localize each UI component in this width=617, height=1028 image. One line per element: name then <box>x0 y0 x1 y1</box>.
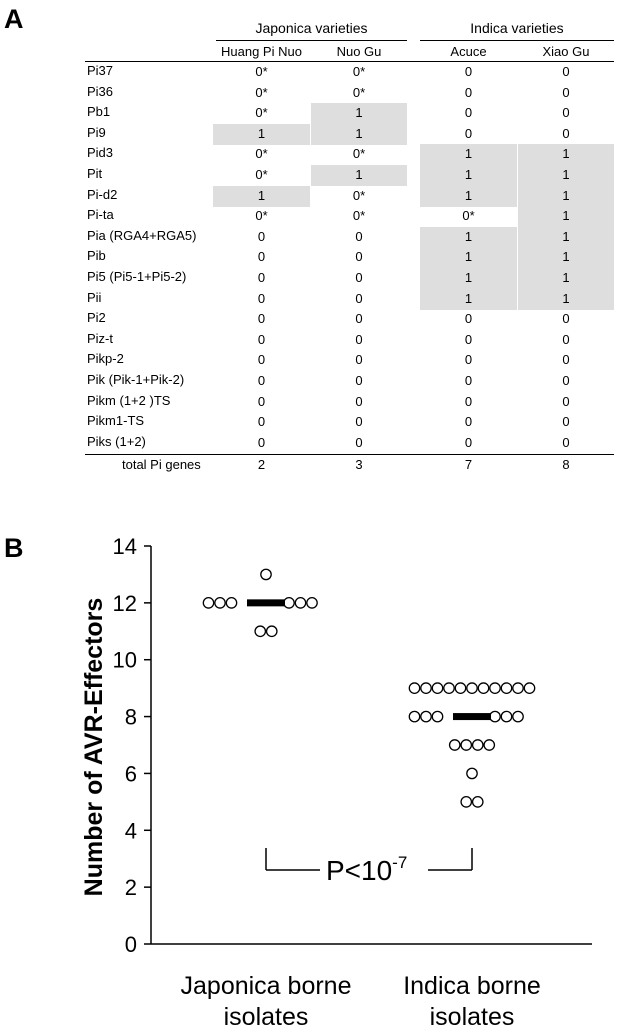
data-point <box>421 683 431 693</box>
data-point <box>409 711 419 721</box>
y-tick-label: 14 <box>112 534 137 559</box>
table-cell: 0 <box>257 434 266 450</box>
table-cell: 0 <box>464 414 473 430</box>
total-value: 2 <box>257 457 266 473</box>
table-cell: 0 <box>464 434 473 450</box>
table-cell: 0 <box>355 393 363 409</box>
table-cell: 0 <box>355 249 363 265</box>
median-bar <box>453 713 491 720</box>
data-point <box>284 598 294 608</box>
group-underline <box>216 40 407 41</box>
gene-label: Pi9 <box>87 124 106 140</box>
table-cell: 0 <box>562 331 570 347</box>
data-point <box>467 768 477 778</box>
table-cell: 0 <box>562 373 570 388</box>
table-cell: 0 <box>257 311 266 327</box>
total-label: total Pi genes <box>122 457 201 473</box>
table-cell: 0* <box>352 146 366 162</box>
table-cell: 0 <box>562 64 570 79</box>
data-point <box>490 711 500 721</box>
gene-label: Pb1 <box>87 104 111 120</box>
median-bar <box>247 599 285 606</box>
table-cell: 0* <box>462 208 475 224</box>
table-cell: 1 <box>213 124 310 145</box>
x-category-label: isolates <box>223 1003 309 1028</box>
table-cell: 0 <box>257 373 266 388</box>
table-cell: 0* <box>255 167 268 182</box>
table-cell: 1 <box>518 247 614 268</box>
table-cell: 0 <box>355 290 363 306</box>
gene-label: Pi-ta <box>87 207 114 223</box>
table-cell: 0 <box>355 311 363 327</box>
data-point <box>307 598 317 608</box>
table-cell: 1 <box>518 268 614 289</box>
table-cell: 0 <box>464 373 473 388</box>
data-point <box>513 711 523 721</box>
data-point <box>432 683 442 693</box>
table-cell: 0 <box>562 434 570 450</box>
data-point <box>261 569 271 579</box>
table-cell: 0* <box>255 84 268 100</box>
data-point <box>524 683 534 693</box>
panel-a-letter: A <box>4 4 24 34</box>
table-cell: 0 <box>464 311 473 327</box>
data-point <box>490 683 500 693</box>
data-point <box>255 626 265 636</box>
table-cell: 0 <box>355 331 363 347</box>
data-point <box>455 683 465 693</box>
p-value-exponent: -7 <box>392 853 408 872</box>
table-cell: 1 <box>311 124 407 145</box>
data-point <box>473 797 483 807</box>
avr-effector-chart <box>0 520 617 1028</box>
column-header: Nuo Gu <box>336 44 382 59</box>
table-cell: 0 <box>464 84 473 100</box>
y-tick-label: 10 <box>112 647 137 673</box>
data-point <box>501 711 511 721</box>
column-header: Huang Pi Nuo <box>221 44 302 59</box>
table-cell: 0 <box>257 290 266 306</box>
gene-label: Pib <box>87 248 106 264</box>
table-cell: 0* <box>352 187 366 203</box>
data-point <box>513 683 523 693</box>
table-cell: 0* <box>352 208 366 224</box>
y-tick-label: 0 <box>124 932 137 957</box>
table-cell: 1 <box>518 227 614 248</box>
data-point <box>203 598 213 608</box>
gene-label: Piks (1+2) <box>87 433 146 449</box>
table-cell: 0 <box>562 393 570 409</box>
gene-label: Pik (Pik-1+Pik-2) <box>87 372 185 387</box>
y-tick-label: 8 <box>124 704 137 730</box>
gene-label: Pikm1-TS <box>87 413 145 429</box>
table-cell: 0 <box>257 331 266 347</box>
x-category-label: isolates <box>429 1003 515 1028</box>
y-tick-label: 6 <box>124 761 137 787</box>
data-point <box>267 626 277 636</box>
data-point <box>226 598 236 608</box>
table-cell: 1 <box>420 144 517 165</box>
table-cell: 1 <box>420 247 517 268</box>
x-category-label: Indica borne <box>403 972 541 1000</box>
table-cell: 1 <box>213 186 310 207</box>
gene-label: Pikp-2 <box>87 351 124 367</box>
data-point <box>421 711 431 721</box>
table-cell: 0 <box>355 270 363 285</box>
data-point <box>467 683 477 693</box>
column-header: Xiao Gu <box>542 44 590 59</box>
x-category-label: Japonica borne <box>180 972 352 1000</box>
table-cell: 1 <box>311 165 407 186</box>
table-cell: 0 <box>257 352 266 368</box>
table-cell: 0 <box>464 393 473 409</box>
total-value: 3 <box>355 457 363 473</box>
table-cell: 0* <box>255 105 268 121</box>
table-cell: 0 <box>464 105 473 121</box>
gene-label: Pi37 <box>87 63 114 78</box>
total-value: 7 <box>464 457 473 473</box>
panel-b-letter: B <box>4 533 24 563</box>
y-tick-label: 4 <box>124 818 137 844</box>
table-cell: 1 <box>420 186 517 207</box>
gene-label: Piz-t <box>87 330 113 346</box>
table-cell: 1 <box>518 289 614 310</box>
table-cell: 0 <box>562 84 570 100</box>
table-cell: 1 <box>518 206 614 227</box>
gene-label: Pia (RGA4+RGA5) <box>87 227 197 243</box>
table-cell: 0* <box>255 64 268 79</box>
data-point <box>461 797 471 807</box>
data-point <box>501 683 511 693</box>
y-tick-label: 12 <box>112 590 137 616</box>
table-cell: 0 <box>257 414 266 430</box>
y-axis-label: Number of AVR-Effectors <box>80 597 108 897</box>
data-point <box>473 740 483 750</box>
table-cell: 0 <box>562 311 570 327</box>
data-point <box>432 711 442 721</box>
gene-label: Pi36 <box>87 83 114 99</box>
table-cell: 0 <box>355 352 363 368</box>
table-cell: 1 <box>311 103 407 124</box>
data-point <box>215 598 225 608</box>
table-cell: 1 <box>420 268 517 289</box>
table-cell: 0* <box>255 146 268 162</box>
table-cell: 0 <box>257 393 266 409</box>
table-cell: 0 <box>464 125 473 141</box>
data-point <box>295 598 305 608</box>
table-cell: 0* <box>352 84 366 100</box>
table-cell: 1 <box>420 289 517 310</box>
table-cell: 0 <box>464 64 473 79</box>
table-cell: 0 <box>562 352 570 368</box>
table-cell: 0 <box>355 434 363 450</box>
gene-label: Pid3 <box>87 145 114 161</box>
total-value: 8 <box>562 457 570 473</box>
table-cell: 0 <box>562 125 570 141</box>
table-cell: 0* <box>352 64 366 79</box>
table-cell: 0 <box>562 414 570 430</box>
table-cell: 0 <box>355 228 363 244</box>
gene-label: Pii <box>87 289 102 305</box>
table-cell: 0 <box>355 373 363 388</box>
data-point <box>484 740 494 750</box>
group-underline <box>420 40 614 41</box>
pi-gene-table <box>0 0 617 500</box>
table-cell: 0 <box>257 270 266 285</box>
group-header: Indica varieties <box>470 20 564 36</box>
y-tick-label: 2 <box>124 875 137 901</box>
table-cell: 0 <box>562 105 570 121</box>
gene-label: Pikm (1+2 )TS <box>87 392 171 408</box>
table-cell: 0* <box>255 208 268 224</box>
table-cell: 1 <box>518 186 614 207</box>
table-cell: 0 <box>257 249 266 265</box>
table-cell: 0 <box>464 331 473 347</box>
column-header: Acuce <box>450 44 487 59</box>
table-cell: 1 <box>518 165 614 186</box>
data-point <box>461 740 471 750</box>
gene-label: Pit <box>87 166 103 181</box>
gene-label: Pi-d2 <box>87 186 118 202</box>
data-point <box>444 683 454 693</box>
group-header: Japonica varieties <box>255 20 368 36</box>
table-cell: 1 <box>518 144 614 165</box>
data-point <box>478 683 488 693</box>
table-cell: 0 <box>257 228 266 244</box>
p-value-prefix: P<10 <box>326 855 393 886</box>
gene-label: Pi2 <box>87 310 106 326</box>
p-value-annotation <box>326 853 407 886</box>
table-cell: 1 <box>420 165 517 186</box>
data-point <box>450 740 460 750</box>
gene-label: Pi5 (Pi5-1+Pi5-2) <box>87 269 187 284</box>
table-cell: 0 <box>464 352 473 368</box>
table-cell: 0 <box>355 414 363 430</box>
data-point <box>409 683 419 693</box>
table-cell: 1 <box>420 227 517 248</box>
